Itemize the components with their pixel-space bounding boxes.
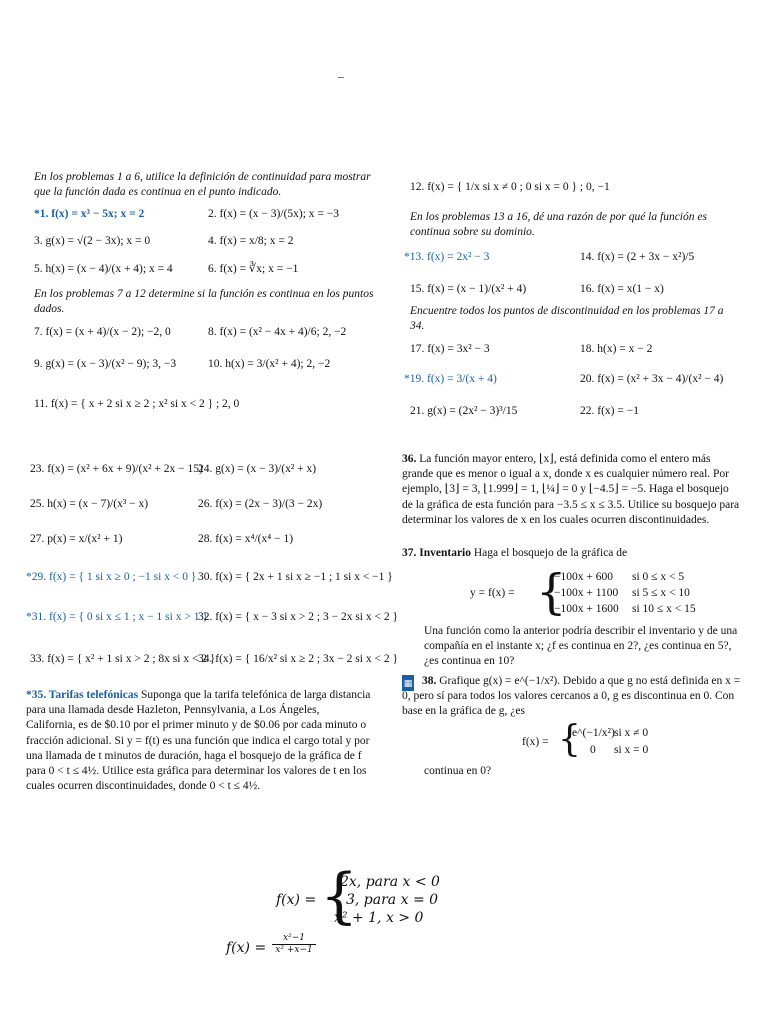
problem-15: 15. f(x) = (x − 1)/(x² + 4) — [410, 283, 527, 295]
problem-38 — [402, 674, 744, 720]
problem-25: 25. h(x) = (x − 7)/(x³ − x) — [30, 498, 149, 510]
equation-1-row-1: 2x, para x < 0 — [340, 874, 440, 890]
problem-20: 20. f(x) = (x² + 3x − 4)/(x² − 4) — [580, 373, 724, 385]
problem-33: 33. f(x) = { x² + 1 si x > 2 ; 8x si x < 2 } — [30, 653, 216, 665]
problem-37 — [402, 546, 627, 561]
problem-37-text: Haga el bosquejo de la gráfica de — [473, 547, 628, 559]
problem-38-cond-2: si x = 0 — [614, 744, 649, 756]
equation-1-row-3: x² + 1, x > 0 — [334, 910, 424, 926]
equation-1-brace: { — [320, 861, 359, 931]
problem-36 — [402, 452, 742, 528]
problem-34: 34. f(x) = { 16/x² si x ≥ 2 ; 3x − 2 si x < 2 } — [198, 653, 398, 665]
problem-10: 10. h(x) = 3/(x² + 4); 2, −2 — [208, 358, 331, 370]
problem-38-number: 38. — [422, 675, 437, 687]
equation-2-fraction — [272, 933, 316, 955]
problem-6: 6. f(x) = ∛x; x = −1 — [208, 263, 299, 275]
problem-8: 8. f(x) = (x² − 4x + 4)/6; 2, −2 — [208, 326, 347, 338]
calculator-icon: ▦ — [402, 674, 414, 692]
problem-7: 7. f(x) = (x + 4)/(x − 2); −2, 0 — [34, 326, 171, 338]
intro-problems-17-34: Encuentre todos los puntos de discontinuidad en los problemas 17 a 34. — [410, 305, 724, 333]
problem-37-brace: { — [536, 564, 567, 620]
problem-9: 9. g(x) = (x − 3)/(x² − 9); 3, −3 — [34, 358, 177, 370]
problem-5: 5. h(x) = (x − 4)/(x + 4); x = 4 — [34, 263, 173, 275]
problem-16: 16. f(x) = x(1 − x) — [580, 283, 664, 295]
problem-1-text: *1. f(x) = x³ − 5x; x = 2 — [34, 208, 145, 220]
problem-38-text: Grafique g(x) = e^(−1/x²). Debido a que g no está definida en x = 0, pero sí para todos los valores cercanos a 0, g es discontinua en 0. Con base en la gráfica de g, ¿es — [402, 675, 741, 718]
problem-14: 14. f(x) = (2 + 3x − x²)/5 — [580, 251, 695, 263]
problem-37-equation-lhs: y = f(x) = — [470, 587, 515, 599]
problem-27: 27. p(x) = x/(x² + 1) — [30, 533, 123, 545]
problem-31: *31. f(x) = { 0 si x ≤ 1 ; x − 1 si x > 1 } — [26, 611, 208, 623]
problem-4: 4. f(x) = x/8; x = 2 — [208, 235, 294, 247]
problem-38-brace: { — [558, 719, 581, 760]
problem-38-row-2: 0 — [590, 744, 596, 756]
problem-30: 30. f(x) = { 2x + 1 si x ≥ −1 ; 1 si x < −1 } — [198, 571, 393, 583]
problem-37-after: Una función como la anterior podría describir el inventario y de una compañía en el instante x; ¿f es continua en 2?, ¿es continua en 5?, ¿es continua en 10? — [424, 625, 738, 668]
problem-38-cond-1: si x ≠ 0 — [614, 727, 649, 739]
problem-18: 18. h(x) = x − 2 — [580, 343, 653, 355]
equation-1-row-2: 3, para x = 0 — [346, 892, 439, 908]
intro-problems-1-6: En los problemas 1 a 6, utilice la definición de continuidad para mostrar que la función dada es continua en el punto indicado. — [34, 171, 371, 199]
problem-11: 11. f(x) = { x + 2 si x ≥ 2 ; x² si x < 2 } ; 2, 0 — [34, 398, 240, 410]
problem-35-text: Suponga que la tarifa telefónica de larga distancia para una llamada desde Hazleton, Pennsylvania, a Los Ángeles, California, es de $0.10 por el primer minuto y de $0.06 por cada minuto o fracción adicional. Si y = f(t) es una función que indica el cargo total y por una llamada de t minutos de duración, haga el bosquejo de la gráfica de f para 0 < t ≤ 4½. Utilice esta gráfica para determinar los valores de t en los cuales ocurren discontinuidades, donde 0 < t ≤ 4½. — [26, 689, 371, 793]
problem-28: 28. f(x) = x⁴/(x⁴ − 1) — [198, 533, 294, 545]
intro-problems-7-12: En los problemas 7 a 12 determine si la función es continua en los puntos dados. — [34, 288, 374, 316]
problem-13: *13. f(x) = 2x² − 3 — [404, 251, 490, 263]
problem-37-row-2: −100x + 1100 — [554, 587, 619, 599]
problem-37-cond-3: si 10 ≤ x < 15 — [632, 603, 696, 615]
problem-21: 21. g(x) = (2x² − 3)³/15 — [410, 405, 518, 417]
problem-19: *19. f(x) = 3/(x + 4) — [404, 373, 497, 385]
problem-22: 22. f(x) = −1 — [580, 405, 639, 417]
problem-37-cond-2: si 5 ≤ x < 10 — [632, 587, 690, 599]
problem-38-after: continua en 0? — [424, 765, 492, 777]
problem-37-heading: 37. Inventario — [402, 547, 471, 559]
problem-17: 17. f(x) = 3x² − 3 — [410, 343, 490, 355]
problem-12: 12. f(x) = { 1/x si x ≠ 0 ; 0 si x = 0 } ; 0, −1 — [410, 181, 610, 193]
problem-2: 2. f(x) = (x − 3)/(5x); x = −3 — [208, 208, 340, 220]
equation-2-lhs: f(x) = — [226, 940, 267, 956]
problem-1 — [34, 207, 144, 222]
problem-36-text: La función mayor entero, ⌊x⌋, está definida como el entero más grande que es menor o igual a x, donde x es cualquier número real. Por ejemplo, ⌊3⌋ = 3, ⌊1.999⌋ = 1, ⌊¼⌋ = 0 y ⌊−4.5⌋ = −5. Haga el bosquejo de la gráfica de esta función para −3.5 ≤ x ≤ 3.5. Utilice su bosquejo para determinar los valores de x en los cuales ocurren discontinuidades. — [402, 453, 740, 526]
problem-38-row-1: e^(−1/x²) — [572, 727, 615, 739]
equation-1-lhs: f(x) = — [276, 892, 317, 908]
equation-2-numerator: x²−1 — [283, 933, 305, 943]
problem-38-equation-lhs: f(x) = — [522, 736, 549, 748]
problem-36-number: 36. — [402, 453, 417, 465]
equation-2-denominator: x² +x−1 — [272, 944, 316, 955]
problem-29: *29. f(x) = { 1 si x ≥ 0 ; −1 si x < 0 } — [26, 571, 197, 583]
problem-37-cond-1: si 0 ≤ x < 5 — [632, 571, 685, 583]
problem-37-row-3: −100x + 1600 — [554, 603, 619, 615]
problem-35 — [26, 688, 371, 794]
intro-problems-13-16: En los problemas 13 a 16, dé una razón de por qué la función es continua sobre su dominio. — [410, 211, 707, 239]
problem-24: 24. g(x) = (x − 3)/(x² + x) — [198, 463, 317, 475]
problem-23: 23. f(x) = (x² + 6x + 9)/(x² + 2x − 15) — [30, 463, 203, 475]
problem-26: 26. f(x) = (2x − 3)/(3 − 2x) — [198, 498, 323, 510]
problem-35-heading: *35. Tarifas telefónicas — [26, 689, 139, 701]
problem-32: 32. f(x) = { x − 3 si x > 2 ; 3 − 2x si x < 2 } — [198, 611, 398, 623]
problem-37-row-1: −100x + 600 — [554, 571, 613, 583]
problem-3: 3. g(x) = √(2 − 3x); x = 0 — [34, 235, 151, 247]
top-mark: – — [338, 71, 344, 83]
